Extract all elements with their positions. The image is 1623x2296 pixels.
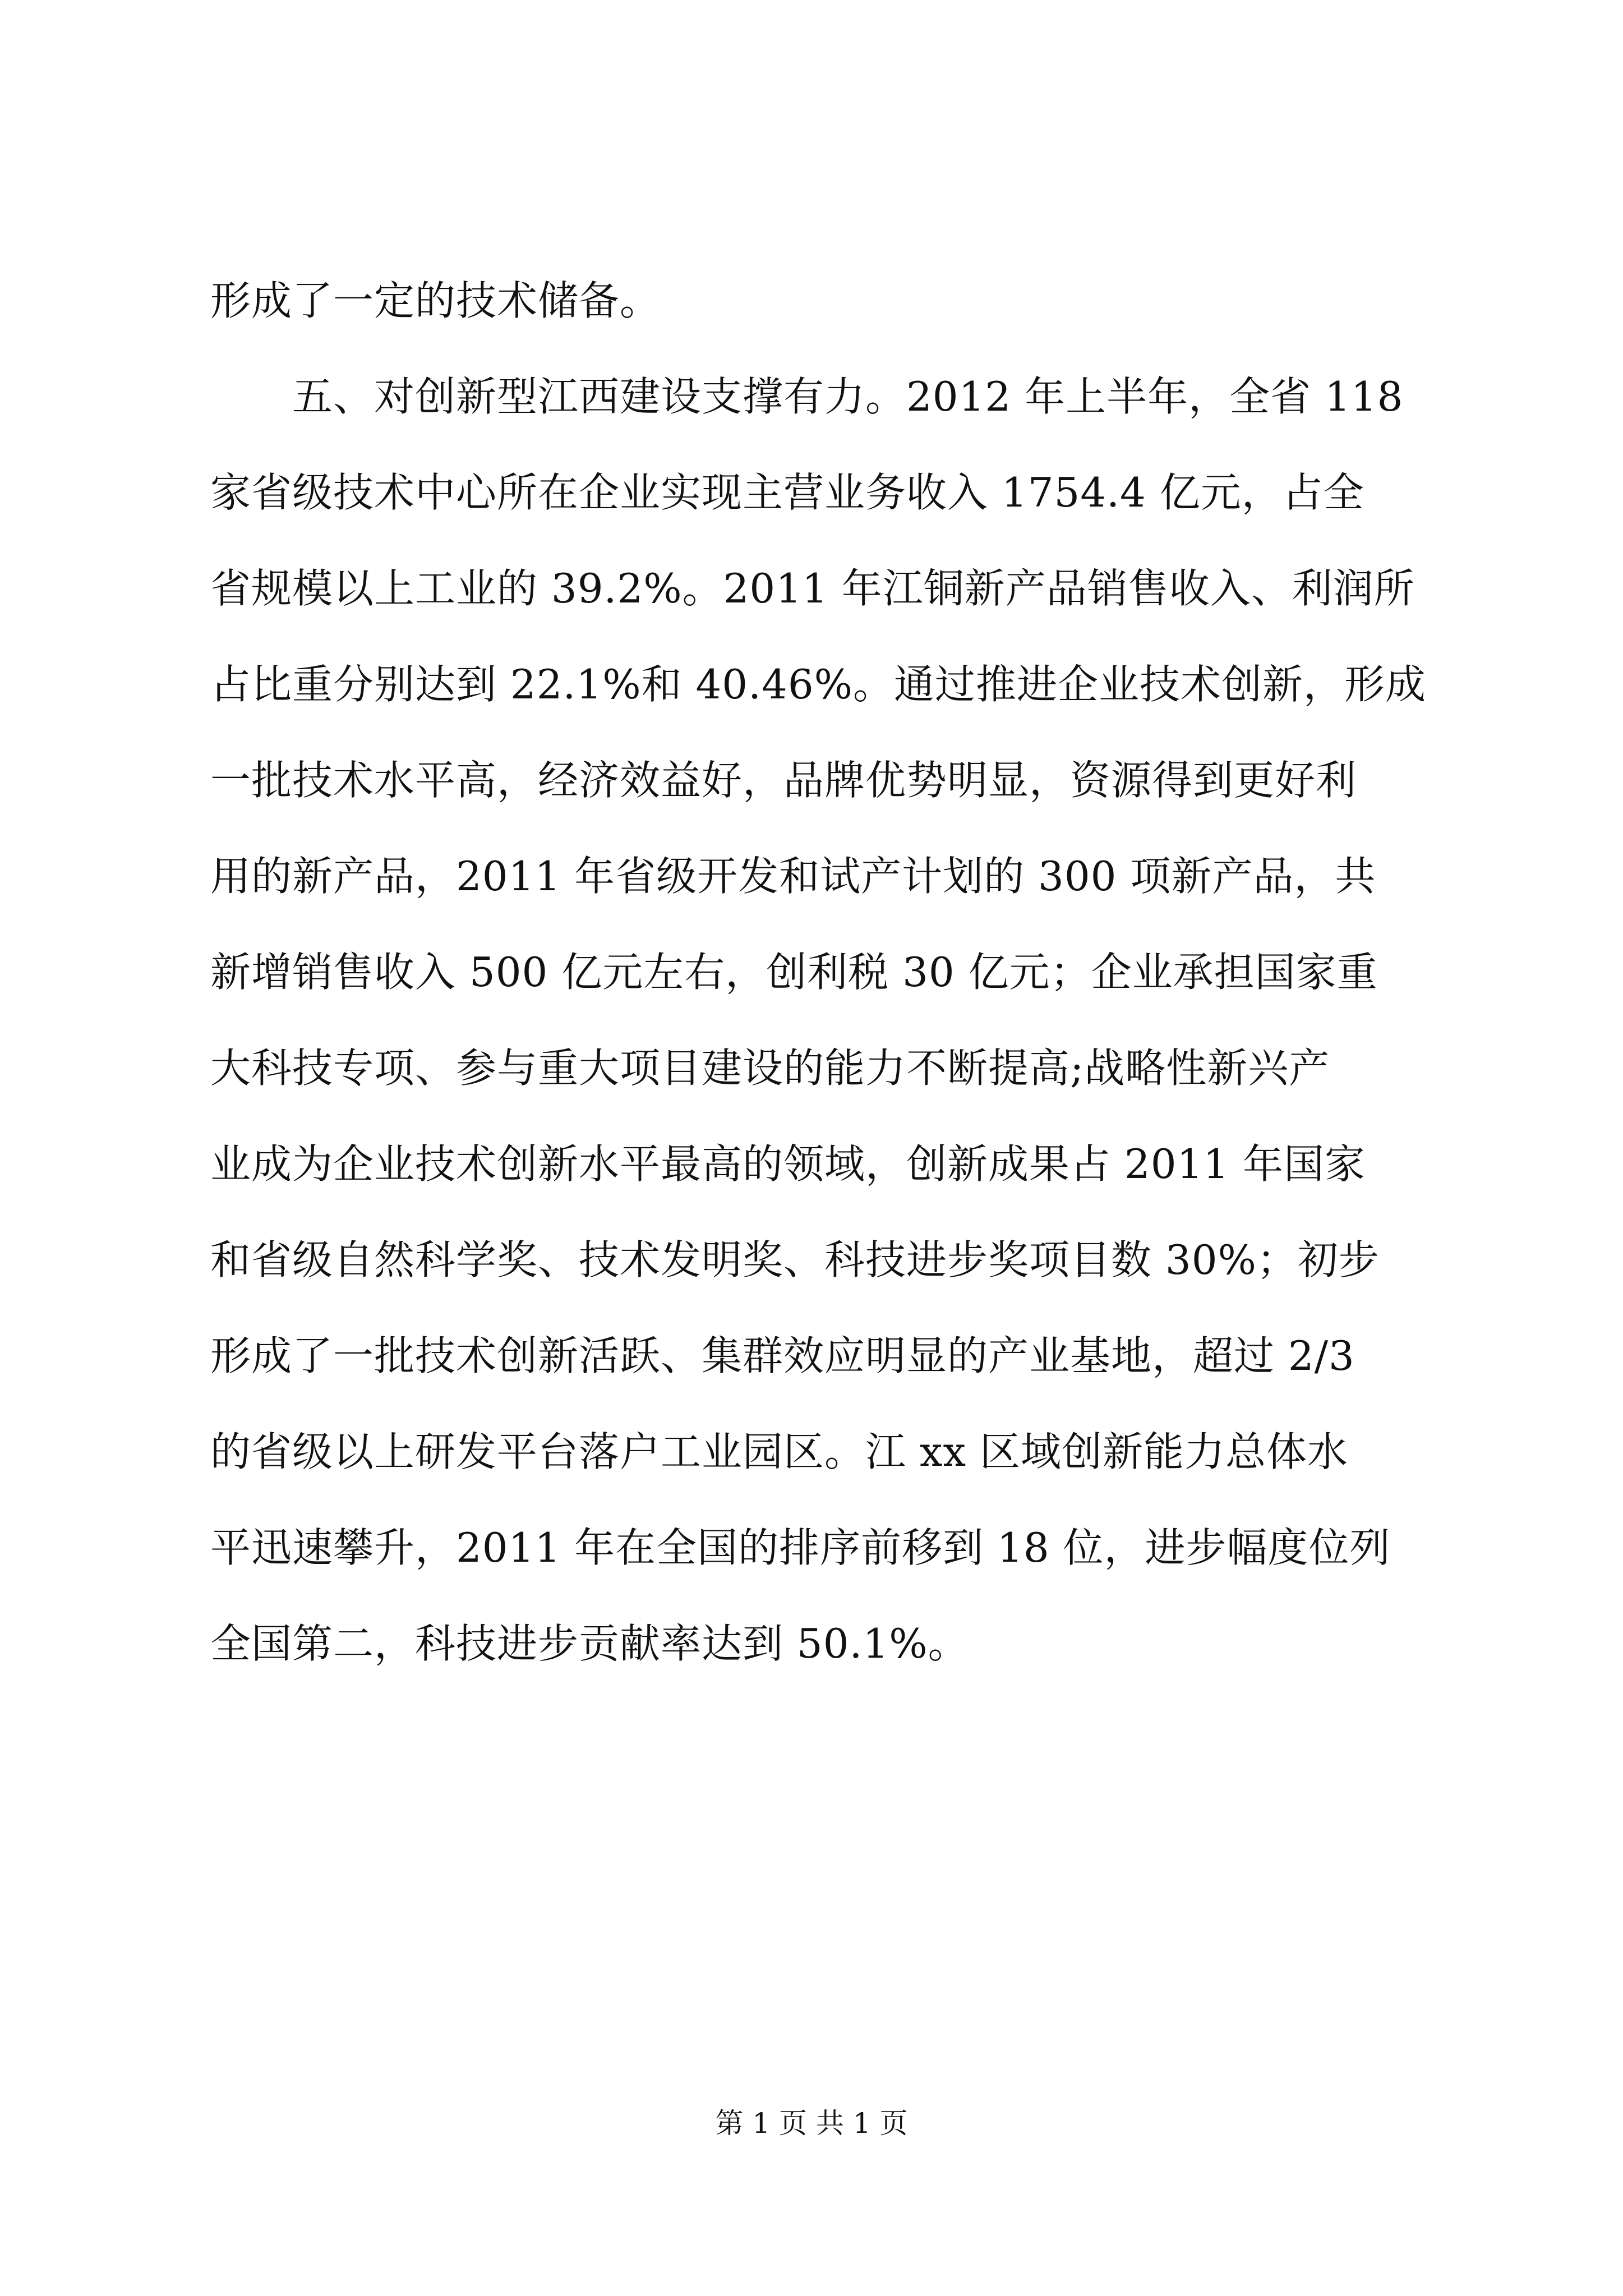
text-line: 全国第二，科技进步贡献率达到 50.1%。 <box>210 1620 969 1667</box>
page-footer: 第 1 页 共 1 页 <box>715 2107 908 2139</box>
text-line: 省规模以上工业的 39.2%。2011 年江铜新产品销售收入、利润所 <box>210 565 1415 612</box>
text-line: 家省级技术中心所在企业实现主营业务收入 1754.4 亿元，占全 <box>210 469 1364 516</box>
text-line: 新增销售收入 500 亿元左右，创利税 30 亿元；企业承担国家重 <box>210 949 1378 996</box>
text-line: 形成了一批技术创新活跃、集群效应明显的产业基地，超过 2/3 <box>210 1332 1355 1379</box>
text-line: 用的新产品，2011 年省级开发和试产计划的 300 项新产品，共 <box>210 853 1376 900</box>
text-line: 一批技术水平高，经济效益好，品牌优势明显，资源得到更好利 <box>210 757 1357 804</box>
text-line: 的省级以上研发平台落户工业园区。江 xx 区域创新能力总体水 <box>210 1428 1348 1475</box>
text-line: 占比重分别达到 22.1%和 40.46%。通过推进企业技术创新，形成 <box>210 661 1427 708</box>
text-line: 业成为企业技术创新水平最高的领域，创新成果占 2011 年国家 <box>210 1140 1366 1188</box>
text-line: 大科技专项、参与重大项目建设的能力不断提高;战略性新兴产 <box>210 1045 1330 1092</box>
text-line: 和省级自然科学奖、技术发明奖、科技进步奖项目数 30%；初步 <box>210 1236 1380 1283</box>
text-line: 平迅速攀升，2011 年在全国的排序前移到 18 位，进步幅度位列 <box>210 1524 1391 1571</box>
text-line: 五、对创新型江西建设支撑有力。2012 年上半年，全省 118 <box>210 373 1404 420</box>
text-line: 形成了一定的技术储备。 <box>210 277 661 324</box>
